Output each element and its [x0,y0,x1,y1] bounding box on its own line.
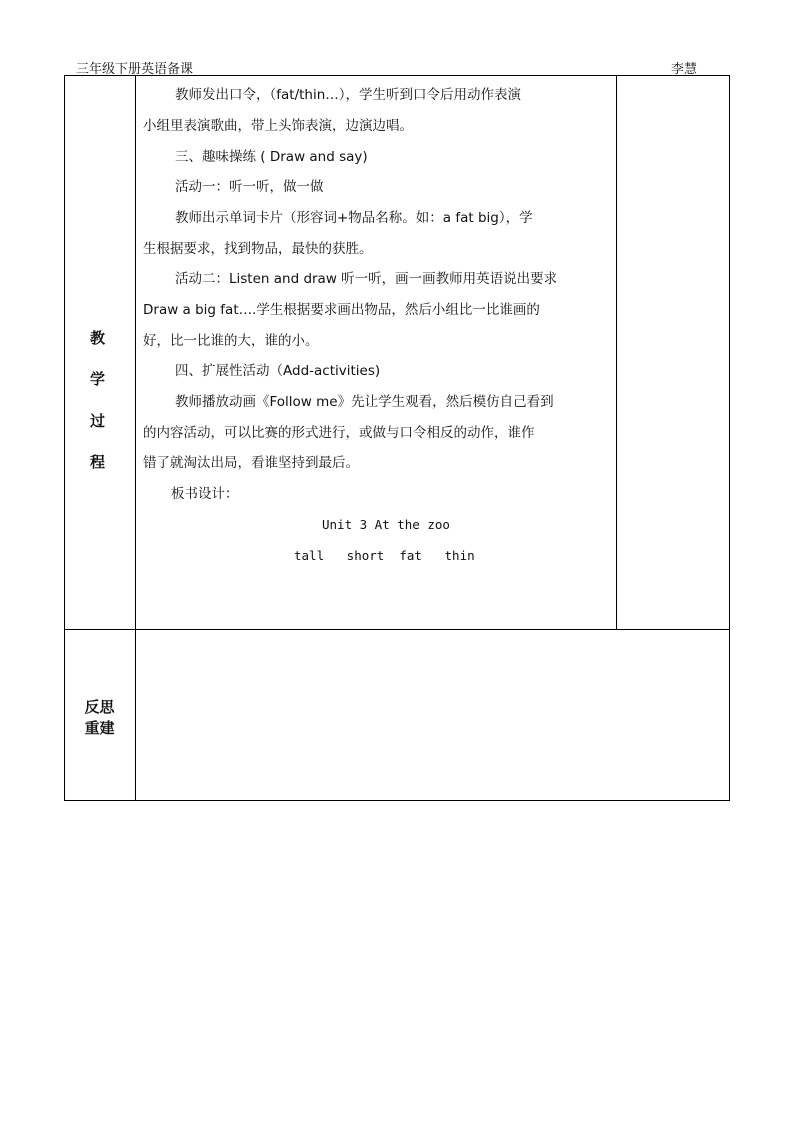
section-heading: 四、扩展性活动（Add-activities) [175,363,381,379]
reflection-label-line: 反思 [84,698,115,716]
board-title: Unit 3 At the zoo [322,517,450,532]
process-text-line: 教师播放动画《Follow me》先让学生观看，然后模仿自己看到 [175,394,554,410]
process-text-line: 的内容活动，可以比赛的形式进行，或做与口令相反的动作，谁作 [143,425,535,441]
board-design-label: 板书设计： [171,486,239,502]
process-label-char: 学 [90,370,106,388]
section-heading: 三、趣味操练 ( Draw and say) [175,149,368,165]
notes-column-divider [616,75,617,629]
activity-heading: 活动二：Listen and draw 听一听，画一画教师用英语说出要求 [175,271,558,287]
section-divider [64,629,730,630]
header-course-title: 三年级下册英语备课 [76,62,194,77]
reflection-label-line: 重建 [84,719,115,737]
header-teacher-name: 李慧 [671,62,698,77]
process-text-line: 好，比一比谁的大，谁的小。 [143,333,319,349]
process-text-line: 小组里表演歌曲，带上头饰表演，边演边唱。 [143,118,413,134]
process-label-char: 教 [90,329,106,347]
label-column-divider [135,75,136,801]
process-label-char: 过 [90,412,106,430]
process-text-line: 错了就淘汰出局，看谁坚持到最后。 [143,455,359,471]
board-vocabulary: tall short fat thin [294,548,475,563]
process-text-line: Draw a big fat….学生根据要求画出物品，然后小组比一比谁画的 [143,302,540,318]
process-text-line: 生根据要求，找到物品，最快的获胜。 [143,241,373,257]
process-label-char: 程 [90,453,106,471]
process-text-line: 教师发出口令，（fat/thin…），学生听到口令后用动作表演 [175,87,522,103]
process-text-line: 教师出示单词卡片（形容词+物品名称。如：a fat big），学 [175,210,533,226]
activity-heading: 活动一：听一听，做一做 [175,179,324,195]
